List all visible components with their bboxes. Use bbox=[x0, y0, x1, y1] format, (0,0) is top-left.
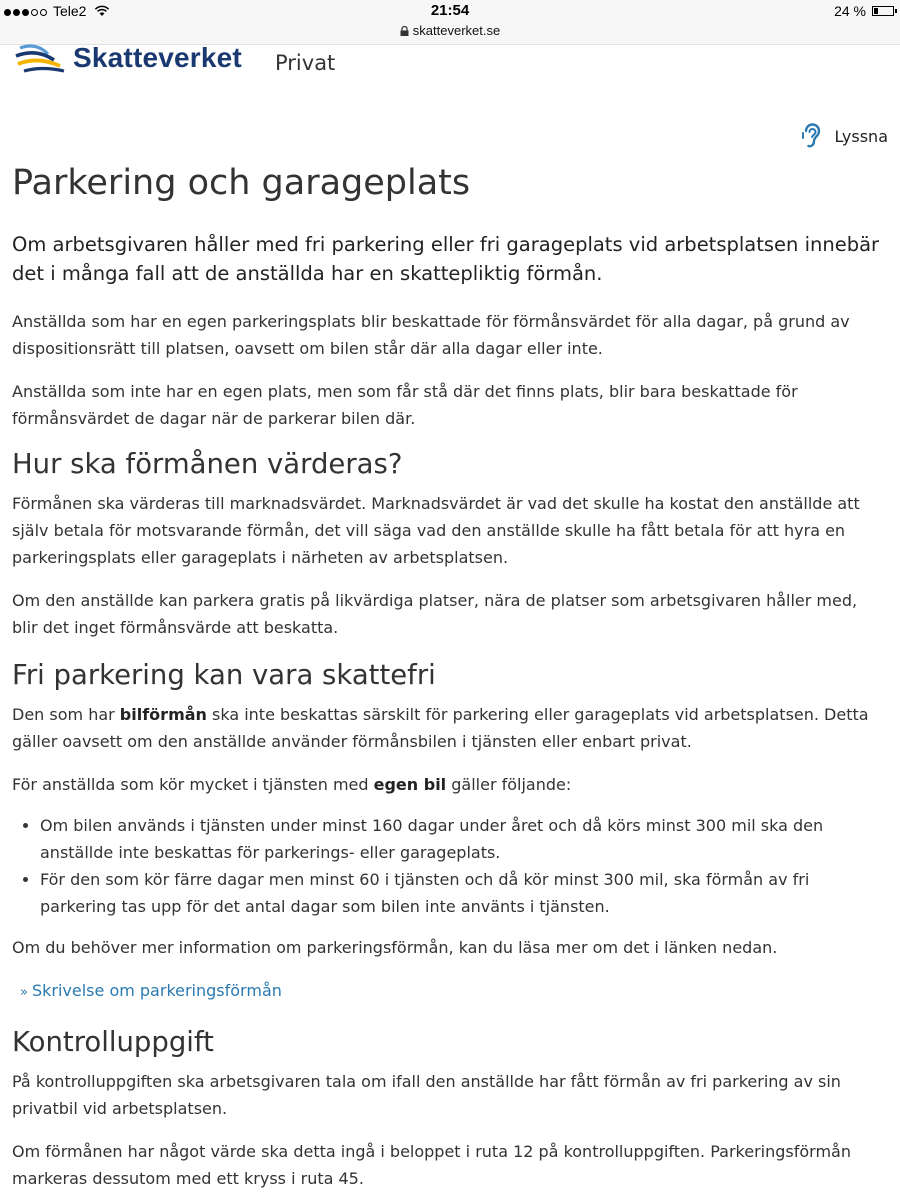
paragraph-more-info: Om du behöver mer information om parkeringsförmån, kan du läsa mer om det i länken nedan. bbox=[12, 938, 778, 957]
skatteverket-logo-icon[interactable] bbox=[14, 44, 66, 74]
status-right bbox=[834, 3, 894, 19]
listen-button[interactable] bbox=[800, 122, 888, 150]
parking-benefit-link[interactable]: Skrivelse om parkeringsförmån bbox=[31, 981, 282, 1000]
paragraph-control-statement: På kontrolluppgiften ska arbetsgivaren tala om ifall den anställde har fått förmån av fri parkering av sin privatbil vid arbetsplatsen. bbox=[12, 1072, 841, 1118]
ear-icon bbox=[800, 122, 822, 150]
article bbox=[12, 160, 880, 1192]
bold-term-own-car: egen bil bbox=[373, 775, 447, 794]
paragraph-own-parking: Anställda som har en egen parkeringsplats blir beskattade för förmånsvärdet för alla dagar, på grund av dispositionsrätt till platsen, oavsett om bilen står där alla dagar eller inte. bbox=[12, 312, 850, 358]
paragraph-control-box: Om förmånen har något värde ska detta ingå i beloppet i ruta 12 på kontrolluppgiften. Parkeringsförmån markeras dessutom med ett kryss i ruta 45. bbox=[12, 1142, 851, 1188]
paragraph-car-benefit: Den som har bilförmån ska inte beskattas särskilt för parkering eller garageplats vid arbetsplatsen. Detta gäller oavsett om den anställde använder förmånsbilen i tjänsten eller enbart privat. bbox=[12, 705, 869, 751]
logo-text[interactable]: Skatteverket bbox=[73, 42, 242, 73]
battery-level-fill bbox=[874, 8, 878, 14]
paragraph-market-value: Förmånen ska värderas till marknadsvärdet. Marknadsvärdet är vad det skulle ha kostat den anställde att själv betala för motsvarande förmån, det vill säga vad den anställde skulle ha fått betala för att hyra en parkeringsplats eller garageplats i närheten av arbetsplatsen. bbox=[12, 494, 860, 567]
address-url: skatteverket.se bbox=[412, 23, 501, 38]
battery-percentage: 24 % bbox=[834, 3, 866, 19]
bold-term-car-benefit: bilförmån bbox=[119, 705, 207, 724]
carrier-name: Tele2 bbox=[53, 3, 87, 19]
status-bar bbox=[0, 0, 900, 45]
paragraph-free-alternatives: Om den anställde kan parkera gratis på likvärdiga platser, nära de platser som arbetsgivaren håller med, blir det inget förmånsvärde att beskatta. bbox=[12, 591, 858, 637]
lead-paragraph: Om arbetsgivaren håller med fri parkering eller fri garageplats vid arbetsplatsen innebär det i många fall att de anställda har en skattepliktig förmån. bbox=[12, 233, 880, 285]
site-header bbox=[0, 44, 900, 84]
page-title: Parkering och garageplats bbox=[12, 163, 471, 203]
paragraph-own-car: För anställda som kör mycket i tjänsten med egen bil gäller följande: bbox=[12, 775, 572, 794]
link-row bbox=[12, 977, 880, 1006]
address-bar[interactable] bbox=[0, 23, 900, 38]
list-item: • För den som kör färre dagar men minst 60 i tjänsten och då kör minst 300 mil, ska förmån av fri parkering tas upp för det antal dagar som bilen inte använts i tjänsten. bbox=[40, 866, 880, 920]
listen-label: Lyssna bbox=[834, 126, 888, 146]
battery-icon bbox=[872, 6, 894, 16]
chevron-right-icon: » bbox=[20, 985, 28, 1000]
list-item: • Om bilen används i tjänsten under minst 160 dagar under året och då körs minst 300 mil ska den anställde inte beskattas för parkerings- eller garageplats. bbox=[40, 812, 880, 866]
lock-icon bbox=[400, 26, 409, 36]
heading-valuation: Hur ska förmånen värderas? bbox=[12, 448, 403, 480]
paragraph-shared-parking: Anställda som inte har en egen plats, men som får stå där det finns plats, blir bara beskattade för förmånsvärdet de dagar när de parkerar bilen där. bbox=[12, 382, 798, 428]
conditions-list bbox=[12, 812, 880, 920]
section-label[interactable]: Privat bbox=[275, 51, 336, 75]
status-time: 21:54 bbox=[430, 2, 470, 19]
heading-control: Kontrolluppgift bbox=[12, 1026, 214, 1058]
heading-tax-free: Fri parkering kan vara skattefri bbox=[12, 659, 436, 691]
